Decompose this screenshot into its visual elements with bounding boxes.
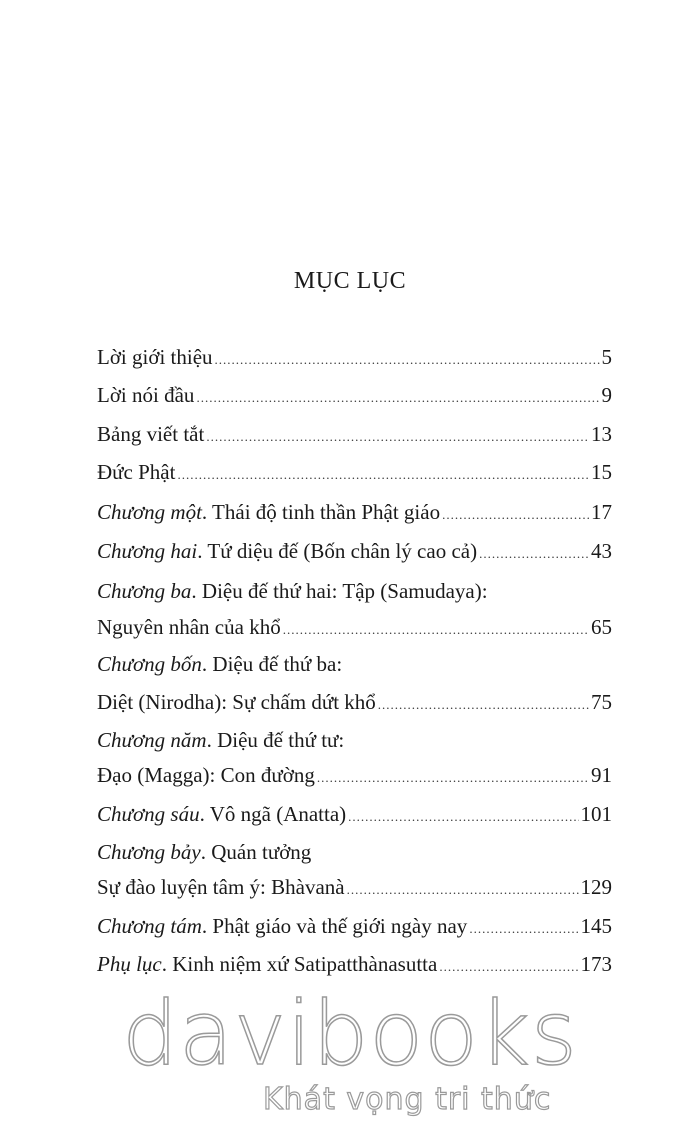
- watermark-logo: davibooks: [122, 982, 578, 1085]
- leader-dots: [196, 382, 599, 414]
- leader-dots: [378, 689, 589, 721]
- toc-entry-title: [97, 496, 440, 528]
- leader-dots: [439, 951, 578, 983]
- toc-entry-chapter-1[interactable]: [97, 496, 612, 528]
- toc-entry-chapter-7-line-2[interactable]: [97, 871, 612, 903]
- leader-dots: [347, 874, 579, 906]
- toc-entry-title: [97, 798, 346, 830]
- page-title: MỤC LỤC: [293, 268, 407, 294]
- toc-entry-chapter-4-line-1[interactable]: [97, 648, 612, 680]
- toc-entry-page: 43: [591, 539, 612, 563]
- toc-entry-chapter-8[interactable]: [97, 910, 612, 942]
- chapter-prefix: Chương bảy: [97, 840, 201, 864]
- toc-entry-chapter-4-line-2[interactable]: [97, 686, 612, 718]
- leader-dots: [317, 762, 589, 794]
- toc-entry-page: 17: [591, 500, 612, 524]
- chapter-prefix: Chương năm: [97, 728, 207, 752]
- chapter-title: . Diệu đế thứ ba:: [201, 652, 343, 676]
- toc-entry-page: 91: [591, 763, 612, 787]
- leader-dots: [283, 614, 589, 646]
- leader-dots: [206, 421, 589, 453]
- toc-entry-introduction[interactable]: [97, 341, 612, 373]
- toc-entry-chapter-5-line-2[interactable]: [97, 759, 612, 791]
- chapter-title-continued: Đạo (Magga): Con đường: [97, 763, 315, 787]
- chapter-title: . Quán tưởng: [200, 840, 312, 864]
- chapter-title-continued: Sự đào luyện tâm ý: Bhàvanà: [97, 875, 345, 899]
- chapter-prefix: Chương bốn: [97, 652, 202, 676]
- toc-entry-page: 145: [580, 914, 612, 938]
- toc-entry-page: 65: [591, 615, 612, 639]
- watermark-tagline: Khát vọng tri thức: [263, 1082, 552, 1117]
- leader-dots: [479, 538, 589, 570]
- chapter-prefix: Chương một: [97, 500, 202, 524]
- chapter-title: . Vô ngã (Anatta): [199, 802, 347, 826]
- leader-dots: [215, 344, 600, 376]
- chapter-title: . Tứ diệu đế (Bốn chân lý cao cả): [197, 539, 478, 563]
- chapter-prefix: Chương hai: [97, 539, 198, 563]
- appendix-title: . Kinh niệm xứ Satipatthànasutta: [161, 952, 438, 976]
- toc-entry-chapter-2[interactable]: [97, 535, 612, 567]
- chapter-title-continued: Nguyên nhân của khổ: [97, 615, 281, 639]
- toc-entry-page: 129: [580, 875, 612, 899]
- toc-entry-abbreviations[interactable]: [97, 418, 612, 450]
- toc-entry-title: Lời giới thiệu: [97, 345, 213, 369]
- chapter-title: . Diệu đế thứ tư:: [206, 728, 345, 752]
- leader-dots: [177, 459, 589, 491]
- toc-entry-appendix[interactable]: [97, 948, 612, 980]
- toc-entry-page: 13: [591, 422, 612, 446]
- chapter-title-continued: Diệt (Nirodha): Sự chấm dứt khổ: [97, 690, 376, 714]
- chapter-prefix: Chương ba: [97, 579, 192, 603]
- toc-entry-title: Lời nói đầu: [97, 383, 195, 407]
- toc-entry-page: 173: [580, 952, 612, 976]
- toc-entry-page: 15: [591, 460, 612, 484]
- toc-entry-page: 75: [591, 690, 612, 714]
- chapter-title: . Diệu đế thứ hai: Tập (Samudaya):: [191, 579, 488, 603]
- toc-entry-chapter-3-line-1[interactable]: [97, 575, 612, 607]
- toc-entry-title: [97, 535, 477, 567]
- toc-entry-chapter-3-line-2[interactable]: [97, 611, 612, 643]
- toc-entry-preface[interactable]: [97, 379, 612, 411]
- chapter-title: . Phật giáo và thế giới ngày nay: [201, 914, 468, 938]
- toc-entry-chapter-7-line-1[interactable]: [97, 836, 612, 868]
- toc-entry-buddha[interactable]: [97, 456, 612, 488]
- toc-entry-title: [97, 948, 437, 980]
- leader-dots: [469, 913, 578, 945]
- toc-entry-title: [97, 910, 467, 942]
- toc-entry-page: 101: [580, 802, 612, 826]
- toc-entry-chapter-6[interactable]: [97, 798, 612, 830]
- chapter-prefix: Chương sáu: [97, 802, 200, 826]
- toc-entry-chapter-5-line-1[interactable]: [97, 724, 612, 756]
- chapter-title: . Thái độ tinh thần Phật giáo: [201, 500, 441, 524]
- toc-entry-page: 5: [601, 345, 612, 369]
- leader-dots: [442, 499, 589, 531]
- chapter-prefix: Chương tám: [97, 914, 202, 938]
- leader-dots: [348, 801, 578, 833]
- toc-entry-page: 9: [601, 383, 612, 407]
- appendix-prefix: Phụ lục: [97, 952, 162, 976]
- toc-entry-title: Bảng viết tắt: [97, 422, 205, 446]
- toc-entry-title: Đức Phật: [97, 460, 176, 484]
